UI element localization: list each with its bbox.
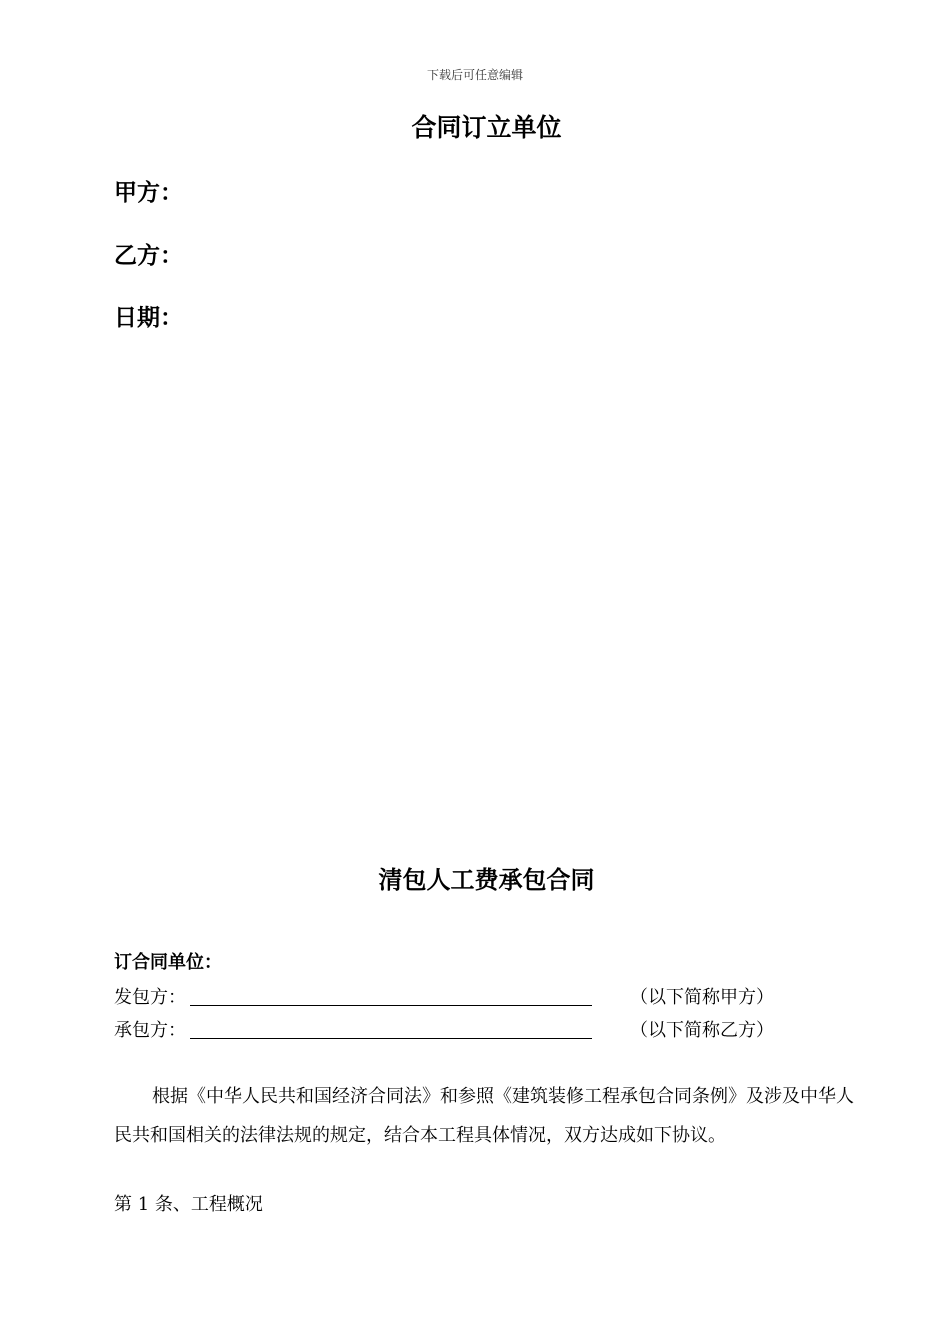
contractor-note: （以下简称乙方）	[630, 1020, 774, 1041]
header-note: 下载后可任意编辑	[426, 68, 523, 82]
contractor-label: 承包方：	[114, 1020, 186, 1041]
contractor-row	[114, 1016, 854, 1042]
date-field: 日期：	[114, 305, 183, 331]
units-heading: 订合同单位：	[114, 952, 222, 973]
issuer-label: 发包方：	[114, 987, 186, 1008]
issuer-row	[114, 983, 854, 1009]
contractor-blank-line[interactable]	[190, 1038, 592, 1039]
party-b-field: 乙方：	[114, 243, 183, 269]
preamble-text: 根据《中华人民共和国经济合同法》和参照《建筑装修工程承包合同条例》及涉及中华人民共和国相关的法律法规的规定，结合本工程具体情况，双方达成如下协议。	[114, 1086, 854, 1146]
contract-title: 清包人工费承包合同	[378, 866, 595, 894]
cover-title: 合同订立单位	[411, 113, 562, 142]
article-1-heading: 第 1 条、工程概况	[114, 1194, 263, 1215]
party-a-field: 甲方：	[114, 180, 183, 206]
preamble-paragraph	[114, 1077, 862, 1155]
issuer-note: （以下简称甲方）	[630, 987, 774, 1008]
issuer-blank-line[interactable]	[190, 1005, 592, 1006]
